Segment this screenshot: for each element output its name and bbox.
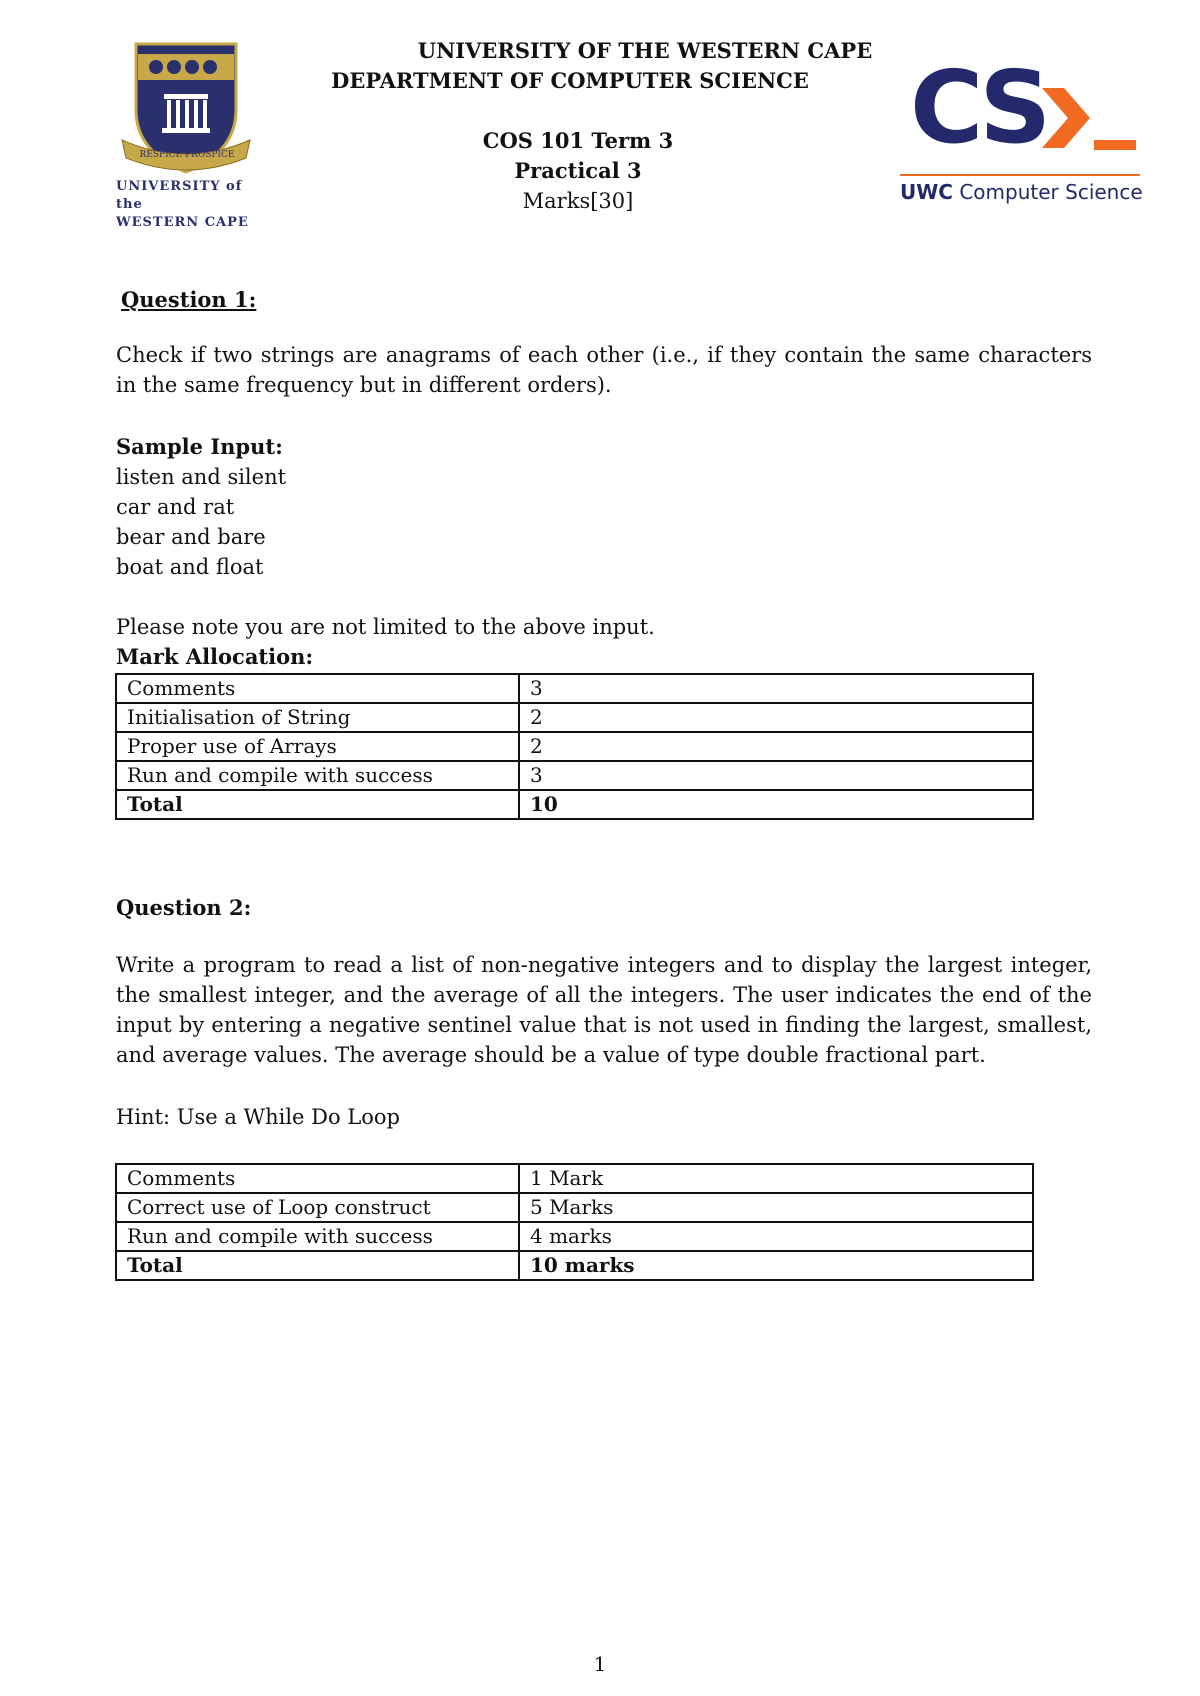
table-row bbox=[116, 1164, 1033, 1193]
cs-mark-text: CS bbox=[910, 49, 1046, 166]
table-total-value: 10 marks bbox=[519, 1251, 1033, 1280]
course-title: COS 101 Term 3 bbox=[482, 128, 674, 153]
table-row bbox=[116, 761, 1033, 790]
university-title: UNIVERSITY OF THE WESTERN CAPE bbox=[417, 38, 873, 63]
question1-marks-table bbox=[115, 673, 1034, 820]
table-cell-criterion: Comments bbox=[116, 1164, 519, 1193]
table-total-row bbox=[116, 1251, 1033, 1280]
uwc-crest-line1: UNIVERSITY of the bbox=[116, 179, 243, 212]
cs-logo-name-bold: UWC bbox=[900, 180, 953, 204]
table-row bbox=[116, 674, 1033, 703]
table-cell-criterion: Run and compile with success bbox=[116, 1222, 519, 1251]
cs-logo-name-rest: Computer Science bbox=[952, 180, 1143, 204]
sample-input-list bbox=[116, 462, 286, 582]
table-cell-mark: 2 bbox=[519, 732, 1033, 761]
sample-input-item: car and rat bbox=[116, 495, 235, 519]
question2-text: Write a program to read a list of non-negative integers and to display the largest integer, the smallest integer, and the average of all the integers. The user indicates the end of the input by entering a negative sentinel value that is not used in finding the largest, smallest, and average values. The average should be a value of type double fractional part. bbox=[116, 953, 1092, 1067]
table-cell-mark: 2 bbox=[519, 703, 1033, 732]
table-row bbox=[116, 1193, 1033, 1222]
table-cell-mark: 3 bbox=[519, 761, 1033, 790]
table-row bbox=[116, 1222, 1033, 1251]
table-cell-criterion: Correct use of Loop construct bbox=[116, 1193, 519, 1222]
question2-heading: Question 2: bbox=[116, 895, 252, 920]
question1-heading: Question 1: bbox=[121, 287, 257, 312]
sample-input-item: boat and float bbox=[116, 555, 264, 579]
table-row bbox=[116, 732, 1033, 761]
uwc-motto-text: RESPICE PROSPICE bbox=[139, 150, 235, 160]
table-cell-criterion: Initialisation of String bbox=[116, 703, 519, 732]
page-number: 1 bbox=[593, 1652, 607, 1676]
table-cell-mark: 5 Marks bbox=[519, 1193, 1033, 1222]
department-title: DEPARTMENT OF COMPUTER SCIENCE bbox=[331, 68, 809, 93]
table-total-label: Total bbox=[116, 790, 519, 819]
table-cell-mark: 4 marks bbox=[519, 1222, 1033, 1251]
table-cell-criterion: Comments bbox=[116, 674, 519, 703]
mark-allocation-heading: Mark Allocation: bbox=[116, 644, 314, 669]
question1-note: Please note you are not limited to the above input. bbox=[116, 615, 655, 639]
sample-input-item: bear and bare bbox=[116, 525, 266, 549]
table-cell-criterion: Run and compile with success bbox=[116, 761, 519, 790]
question2-marks-table bbox=[115, 1163, 1034, 1281]
practical-title: Practical 3 bbox=[514, 158, 642, 183]
table-row bbox=[116, 703, 1033, 732]
table-total-row bbox=[116, 790, 1033, 819]
sample-input-item: listen and silent bbox=[116, 465, 287, 489]
table-cell-mark: 3 bbox=[519, 674, 1033, 703]
table-total-value: 10 bbox=[519, 790, 1033, 819]
marks-total: Marks[30] bbox=[522, 189, 634, 213]
table-total-label: Total bbox=[116, 1251, 519, 1280]
question2-hint: Hint: Use a While Do Loop bbox=[116, 1105, 400, 1129]
sample-input-heading: Sample Input: bbox=[116, 434, 283, 459]
table-cell-mark: 1 Mark bbox=[519, 1164, 1033, 1193]
uwc-crest-line2: WESTERN CAPE bbox=[116, 215, 249, 230]
question1-text: Check if two strings are anagrams of each other (i.e., if they contain the same characters in the same frequency but in different orders). bbox=[116, 343, 1092, 397]
table-cell-criterion: Proper use of Arrays bbox=[116, 732, 519, 761]
